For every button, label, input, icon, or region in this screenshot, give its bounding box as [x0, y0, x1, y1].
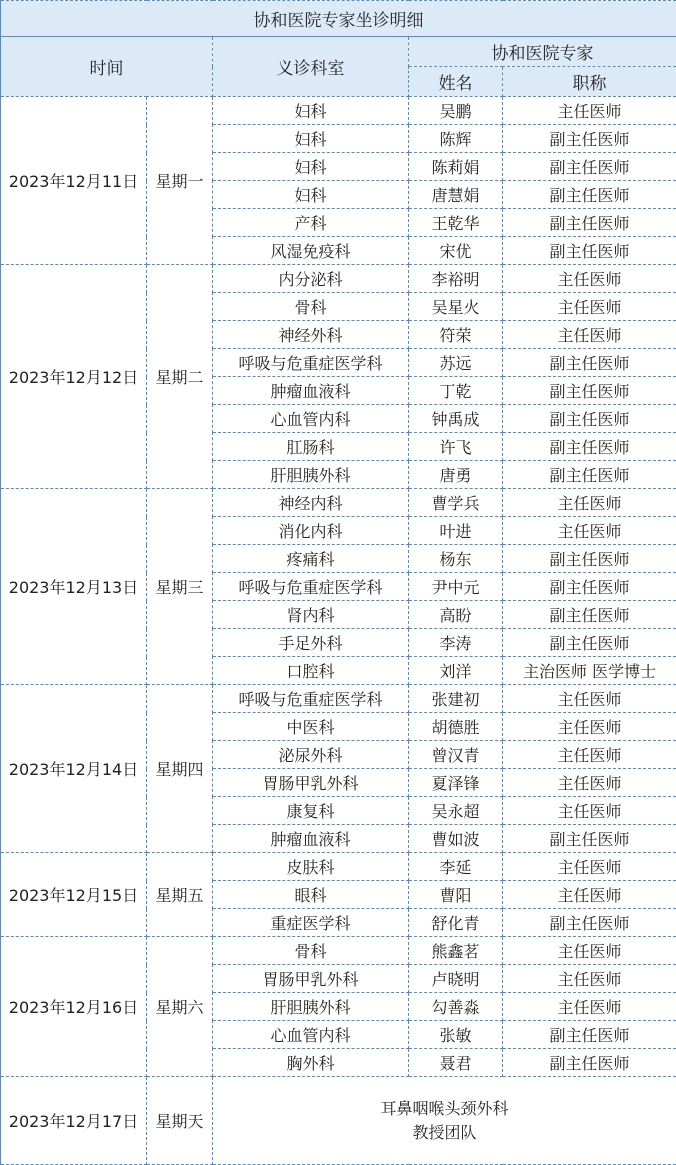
doctor-title-cell: 主任医师: [503, 265, 676, 293]
department-cell: 肿瘤血液科: [213, 825, 409, 853]
doctor-title-cell: 主任医师: [503, 881, 676, 909]
department-cell: 妇科: [213, 125, 409, 153]
table-row: [1, 265, 676, 293]
doctor-name-cell: 卢晓明: [409, 965, 503, 993]
weekday-cell: 星期四: [147, 685, 213, 853]
doctor-name-cell: 吴鹏: [409, 97, 503, 125]
doctor-name-cell: 唐勇: [409, 461, 503, 489]
department-cell: 疼痛科: [213, 545, 409, 573]
doctor-title-cell: 主任医师: [503, 293, 676, 321]
doctor-name-cell: 丁乾: [409, 377, 503, 405]
doctor-title-cell: 主任医师: [503, 965, 676, 993]
weekday-cell: 星期五: [147, 853, 213, 937]
date-cell: 2023年12月16日: [1, 937, 147, 1077]
doctor-title-cell: 副主任医师: [503, 1021, 676, 1049]
doctor-title-cell: 副主任医师: [503, 433, 676, 461]
doctor-title-cell: 主任医师: [503, 797, 676, 825]
special-team-cell: [213, 1077, 676, 1165]
doctor-title-cell: 副主任医师: [503, 153, 676, 181]
doctor-title-cell: 副主任医师: [503, 825, 676, 853]
department-cell: 胃肠甲乳外科: [213, 769, 409, 797]
department-cell: 心血管内科: [213, 405, 409, 433]
department-cell: 肝胆胰外科: [213, 461, 409, 489]
table-row: [1, 489, 676, 517]
table-row: [1, 97, 676, 125]
department-cell: 肿瘤血液科: [213, 377, 409, 405]
weekday-cell: 星期天: [147, 1077, 213, 1165]
header-rank: 职称: [503, 67, 676, 97]
doctor-title-cell: 副主任医师: [503, 181, 676, 209]
doctor-title-cell: 副主任医师: [503, 405, 676, 433]
doctor-name-cell: 陈辉: [409, 125, 503, 153]
department-cell: 妇科: [213, 153, 409, 181]
doctor-title-cell: 副主任医师: [503, 461, 676, 489]
doctor-name-cell: 李裕明: [409, 265, 503, 293]
doctor-title-cell: 主任医师: [503, 769, 676, 797]
department-cell: 妇科: [213, 97, 409, 125]
doctor-name-cell: 宋优: [409, 237, 503, 265]
doctor-name-cell: 苏远: [409, 349, 503, 377]
department-cell: 重症医学科: [213, 909, 409, 937]
department-cell: 中医科: [213, 713, 409, 741]
table-row: [1, 937, 676, 965]
doctor-name-cell: 李延: [409, 853, 503, 881]
doctor-name-cell: 杨东: [409, 545, 503, 573]
weekday-cell: 星期三: [147, 489, 213, 685]
doctor-name-cell: 勾善淼: [409, 993, 503, 1021]
special-team-label: 教授团队: [412, 1122, 477, 1142]
department-cell: 神经外科: [213, 321, 409, 349]
doctor-name-cell: 尹中元: [409, 573, 503, 601]
department-cell: 风湿免疫科: [213, 237, 409, 265]
department-cell: 胸外科: [213, 1049, 409, 1077]
department-cell: 手足外科: [213, 629, 409, 657]
date-cell: 2023年12月17日: [1, 1077, 147, 1165]
date-cell: 2023年12月12日: [1, 265, 147, 489]
doctor-name-cell: 王乾华: [409, 209, 503, 237]
doctor-title-cell: 副主任医师: [503, 601, 676, 629]
header-time: 时间: [1, 37, 213, 97]
doctor-title-cell: 主任医师: [503, 993, 676, 1021]
table-row: [1, 685, 676, 713]
department-cell: 心血管内科: [213, 1021, 409, 1049]
doctor-name-cell: 胡德胜: [409, 713, 503, 741]
date-cell: 2023年12月13日: [1, 489, 147, 685]
department-cell: 骨科: [213, 937, 409, 965]
doctor-title-cell: 主任医师: [503, 321, 676, 349]
table-title: 协和医院专家坐诊明细: [1, 1, 676, 37]
doctor-title-cell: 主任医师: [503, 489, 676, 517]
department-cell: 呼吸与危重症医学科: [213, 573, 409, 601]
doctor-title-cell: 副主任医师: [503, 573, 676, 601]
special-team-department: 耳鼻咽喉头颈外科: [380, 1098, 509, 1118]
header-name: 姓名: [409, 67, 503, 97]
doctor-name-cell: 钟禹成: [409, 405, 503, 433]
doctor-name-cell: 许飞: [409, 433, 503, 461]
doctor-title-cell: 副主任医师: [503, 125, 676, 153]
doctor-name-cell: 高盼: [409, 601, 503, 629]
department-cell: 皮肤科: [213, 853, 409, 881]
doctor-name-cell: 吴星火: [409, 293, 503, 321]
weekday-cell: 星期六: [147, 937, 213, 1077]
doctor-title-cell: 主任医师: [503, 853, 676, 881]
doctor-title-cell: 主任医师: [503, 517, 676, 545]
doctor-title-cell: 主治医师 医学博士: [503, 657, 676, 685]
doctor-name-cell: 曹学兵: [409, 489, 503, 517]
department-cell: 口腔科: [213, 657, 409, 685]
department-cell: 呼吸与危重症医学科: [213, 685, 409, 713]
doctor-title-cell: 主任医师: [503, 741, 676, 769]
department-cell: 妇科: [213, 181, 409, 209]
weekday-cell: 星期二: [147, 265, 213, 489]
header-experts-group: 协和医院专家: [409, 37, 676, 67]
doctor-name-cell: 吴永超: [409, 797, 503, 825]
doctor-name-cell: 舒化青: [409, 909, 503, 937]
table-row-last-day: [1, 1077, 676, 1165]
doctor-name-cell: 熊鑫茗: [409, 937, 503, 965]
date-cell: 2023年12月15日: [1, 853, 147, 937]
doctor-title-cell: 副主任医师: [503, 377, 676, 405]
doctor-title-cell: 副主任医师: [503, 545, 676, 573]
weekday-cell: 星期一: [147, 97, 213, 265]
doctor-title-cell: 副主任医师: [503, 349, 676, 377]
department-cell: 呼吸与危重症医学科: [213, 349, 409, 377]
department-cell: 骨科: [213, 293, 409, 321]
department-cell: 神经内科: [213, 489, 409, 517]
department-cell: 肝胆胰外科: [213, 993, 409, 1021]
doctor-name-cell: 曹阳: [409, 881, 503, 909]
date-cell: 2023年12月11日: [1, 97, 147, 265]
doctor-title-cell: 副主任医师: [503, 909, 676, 937]
doctor-name-cell: 张建初: [409, 685, 503, 713]
doctor-title-cell: 主任医师: [503, 685, 676, 713]
department-cell: 泌尿外科: [213, 741, 409, 769]
department-cell: 消化内科: [213, 517, 409, 545]
doctor-name-cell: 符荣: [409, 321, 503, 349]
department-cell: 康复科: [213, 797, 409, 825]
department-cell: 肛肠科: [213, 433, 409, 461]
header-department: 义诊科室: [213, 37, 409, 97]
doctor-title-cell: 副主任医师: [503, 209, 676, 237]
department-cell: 胃肠甲乳外科: [213, 965, 409, 993]
doctor-title-cell: 主任医师: [503, 97, 676, 125]
schedule-body: [1, 97, 676, 1165]
doctor-name-cell: 唐慧娟: [409, 181, 503, 209]
doctor-title-cell: 副主任医师: [503, 237, 676, 265]
date-cell: 2023年12月14日: [1, 685, 147, 853]
doctor-name-cell: 李涛: [409, 629, 503, 657]
doctor-title-cell: 副主任医师: [503, 629, 676, 657]
department-cell: 眼科: [213, 881, 409, 909]
doctor-name-cell: 夏泽锋: [409, 769, 503, 797]
table-row: [1, 853, 676, 881]
doctor-title-cell: 主任医师: [503, 937, 676, 965]
department-cell: 肾内科: [213, 601, 409, 629]
doctor-title-cell: 主任医师: [503, 713, 676, 741]
doctor-name-cell: 聂君: [409, 1049, 503, 1077]
doctor-name-cell: 曹如波: [409, 825, 503, 853]
doctor-name-cell: 陈莉娟: [409, 153, 503, 181]
department-cell: 产科: [213, 209, 409, 237]
doctor-name-cell: 刘洋: [409, 657, 503, 685]
doctor-title-cell: 副主任医师: [503, 1049, 676, 1077]
doctor-name-cell: 张敏: [409, 1021, 503, 1049]
doctor-name-cell: 叶进: [409, 517, 503, 545]
department-cell: 内分泌科: [213, 265, 409, 293]
doctor-name-cell: 曾汉青: [409, 741, 503, 769]
